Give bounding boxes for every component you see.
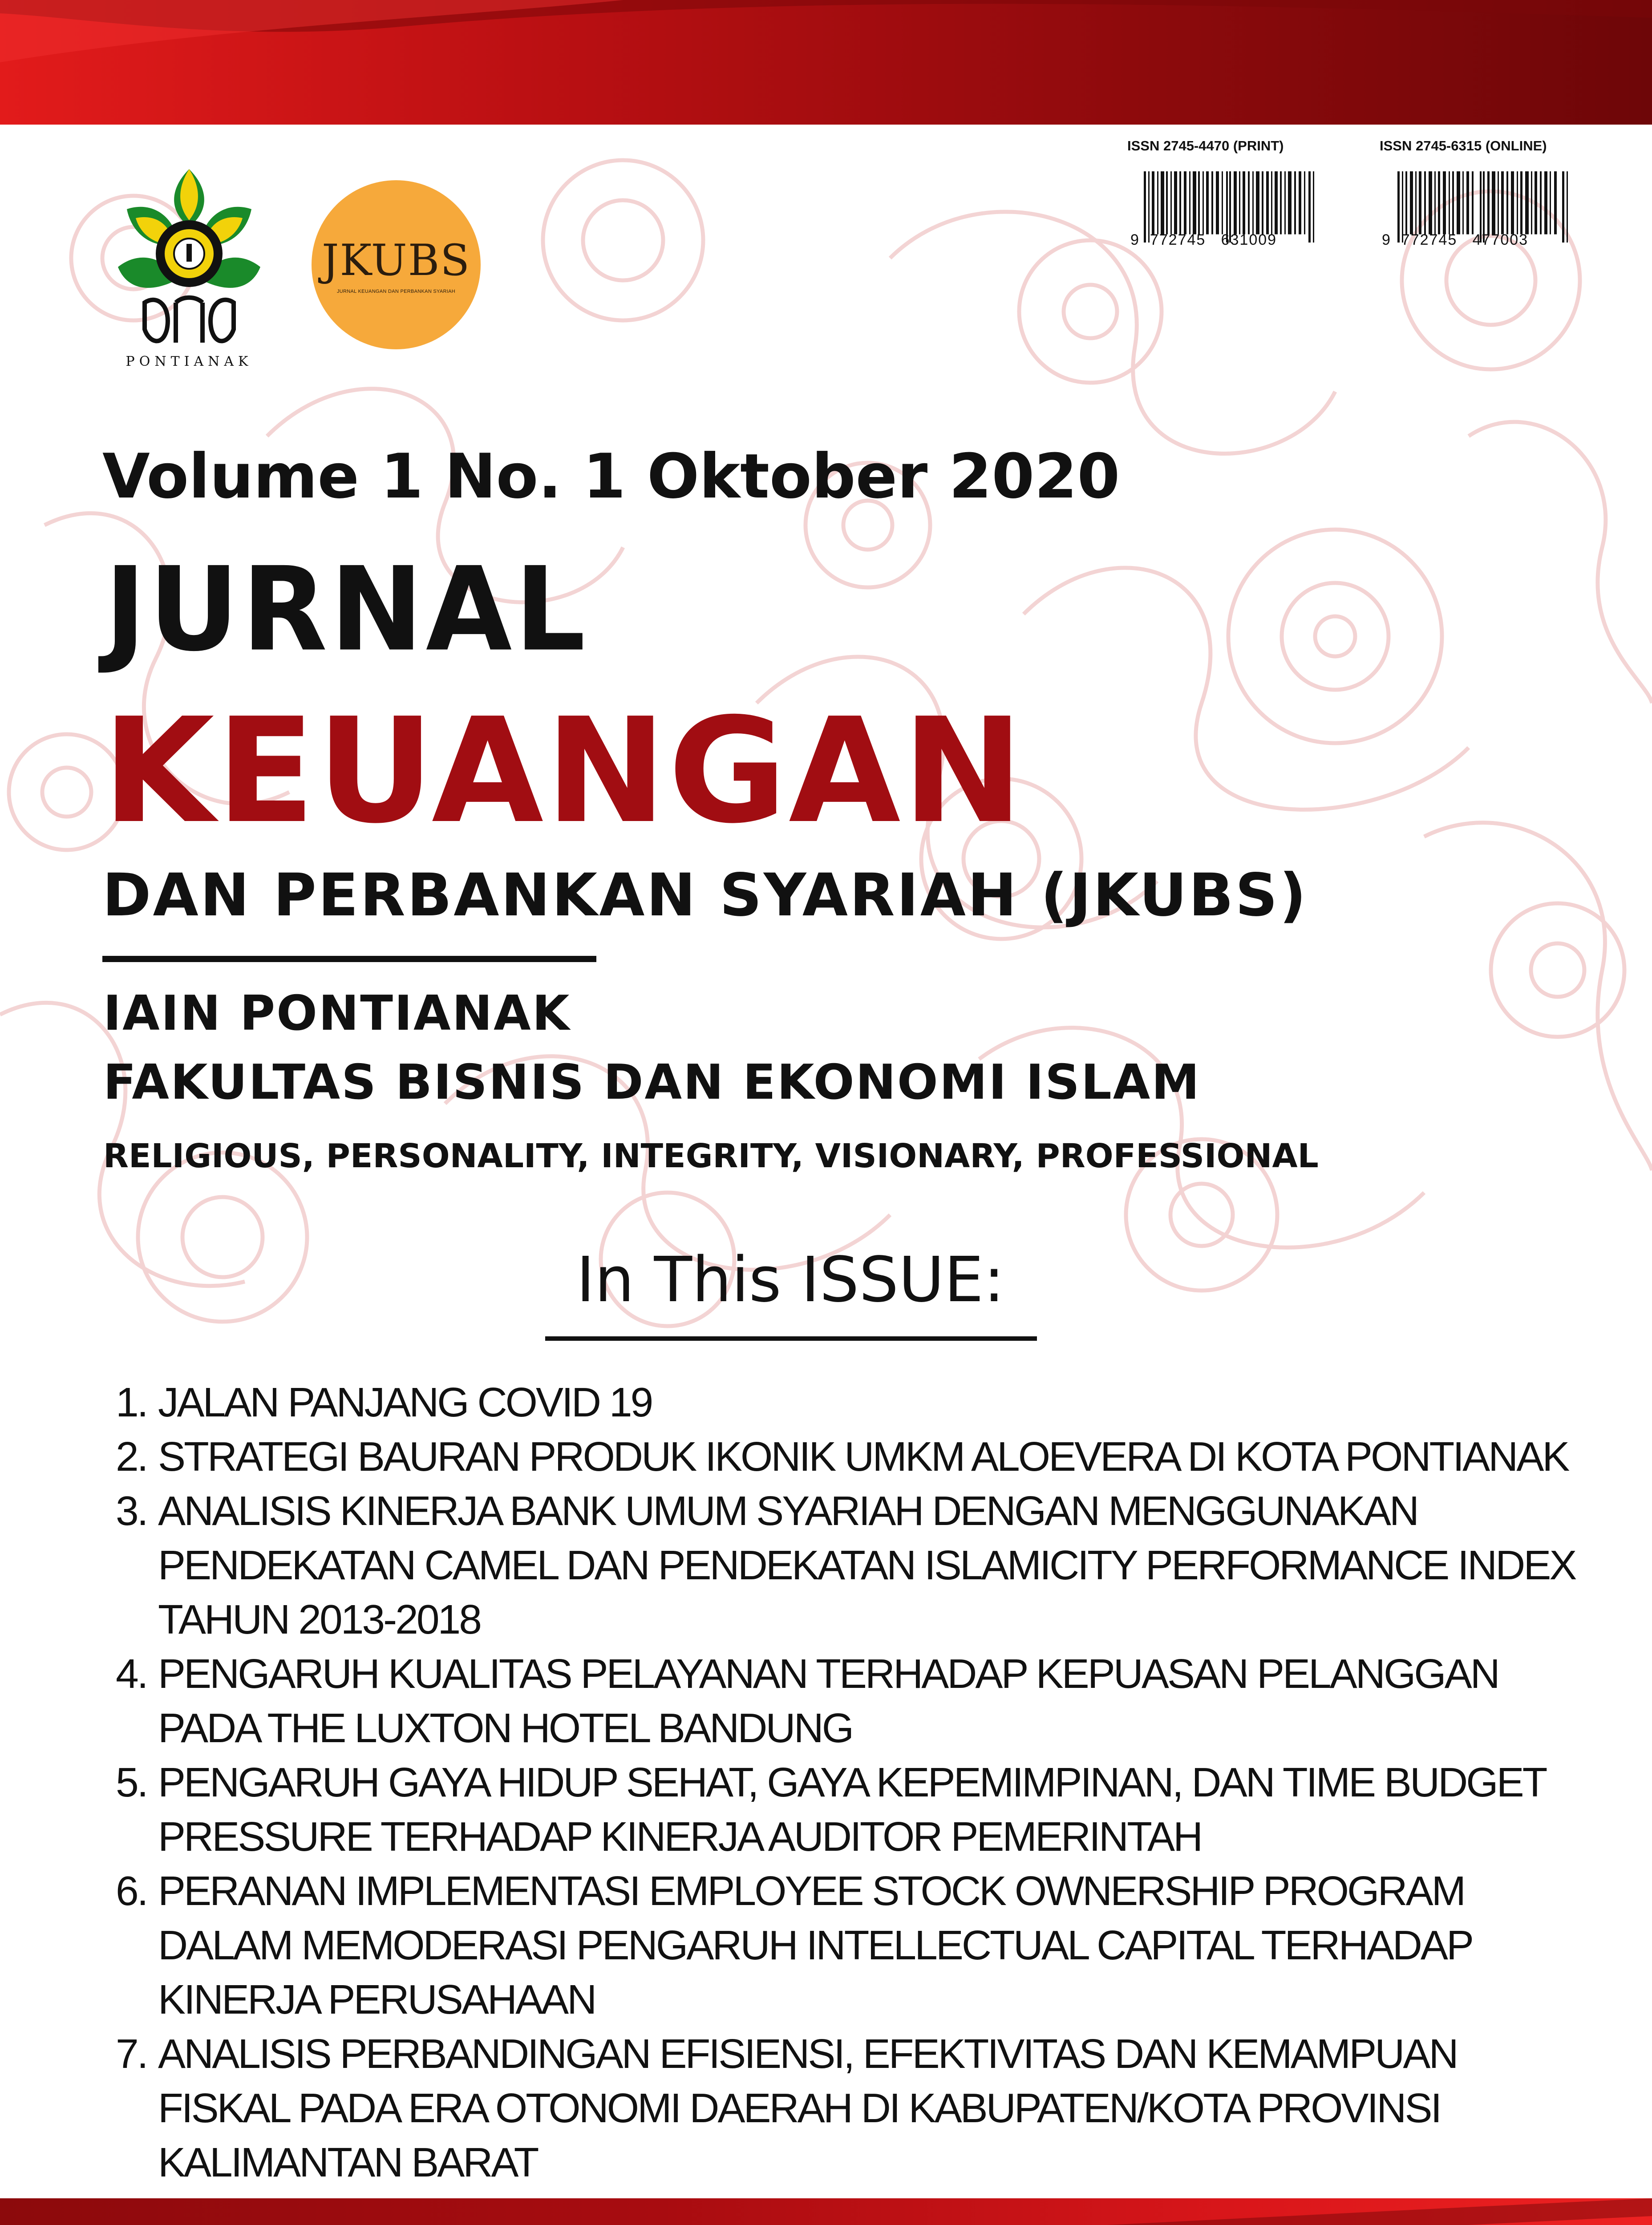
toc-item[interactable] xyxy=(116,1646,1584,1755)
title-subtitle: DAN PERBANKAN SYARIAH (JKUBS) xyxy=(102,861,1308,930)
faculty-name: FAKULTAS BISNIS DAN EKONOMI ISLAM xyxy=(103,1055,1201,1110)
toc-item[interactable] xyxy=(116,1429,1584,1484)
title-divider xyxy=(102,956,596,962)
title-keuangan: KEUANGAN xyxy=(102,687,1025,855)
issn-online-label: ISSN 2745-6315 (ONLINE) xyxy=(1380,138,1547,154)
iain-pontianak-logo xyxy=(100,160,278,374)
toc-item-number: 7. xyxy=(116,2031,147,2077)
toc-item-number: 2. xyxy=(116,1433,147,1480)
bottom-wave-ornament xyxy=(0,2198,1652,2225)
jkubs-logo xyxy=(312,180,481,349)
toc-item-number: 3. xyxy=(116,1488,147,1534)
toc-item[interactable] xyxy=(116,1375,1584,1429)
toc-item-title: PENGARUH KUALITAS PELAYANAN TERHADAP KEPUASAN PELANGGAN PADA THE LUXTON HOTEL BANDUNG xyxy=(158,1651,1498,1751)
toc-item[interactable] xyxy=(116,2027,1584,2189)
issue-heading-underline xyxy=(545,1336,1037,1341)
toc-item[interactable] xyxy=(116,1755,1584,1864)
jkubs-logo-title: JKUBS xyxy=(322,235,470,285)
institution-motto: RELIGIOUS, PERSONALITY, INTEGRITY, VISIONARY, PROFESSIONAL xyxy=(103,1137,1319,1175)
toc-item-title: ANALISIS PERBANDINGAN EFISIENSI, EFEKTIVITAS DAN KEMAMPUAN FISKAL PADA ERA OTONOMI DAERAH DI KABUPATEN/KOTA PROVINSI KALIMANTAN BARAT xyxy=(158,2031,1457,2185)
top-wave-ornament xyxy=(0,0,1652,125)
jkubs-logo-subtitle: JURNAL KEUANGAN DAN PERBANKAN SYARIAH xyxy=(337,289,455,294)
volume-issue-line: Volume 1 No. 1 Oktober 2020 xyxy=(102,441,1120,512)
table-of-contents xyxy=(116,1375,1584,2189)
toc-item-title: PENGARUH GAYA HIDUP SEHAT, GAYA KEPEMIMPINAN, DAN TIME BUDGET PRESSURE TERHADAP KINERJA AUDITOR PEMERINTAH xyxy=(158,1759,1545,1860)
print-barcode-digits: 9 772745 631009 xyxy=(1130,231,1277,248)
online-barcode-digits: 9 772745 477003 xyxy=(1382,231,1529,248)
toc-item[interactable] xyxy=(116,1864,1584,2027)
toc-item-number: 6. xyxy=(116,1868,147,1914)
toc-item-number: 5. xyxy=(116,1759,147,1805)
toc-item-title: ANALISIS KINERJA BANK UMUM SYARIAH DENGAN MENGGUNAKAN PENDEKATAN CAMEL DAN PENDEKATAN ISLAMICITY PERFORMANCE INDEX TAHUN 2013-2018 xyxy=(158,1488,1575,1642)
iain-ring-text: PONTIANAK xyxy=(126,354,253,369)
title-jurnal: JURNAL xyxy=(105,542,588,677)
issn-print-label: ISSN 2745-4470 (PRINT) xyxy=(1127,138,1284,154)
toc-item-number: 4. xyxy=(116,1651,147,1697)
toc-item-title: JALAN PANJANG COVID 19 xyxy=(158,1379,652,1425)
toc-item[interactable] xyxy=(116,1484,1584,1646)
issue-heading: In This ISSUE: xyxy=(576,1244,1005,1316)
toc-item-number: 1. xyxy=(116,1379,147,1425)
toc-item-title: STRATEGI BAURAN PRODUK IKONIK UMKM ALOEVERA DI KOTA PONTIANAK xyxy=(158,1433,1568,1480)
toc-item-title: PERANAN IMPLEMENTASI EMPLOYEE STOCK OWNERSHIP PROGRAM DALAM MEMODERASI PENGARUH INTELLECTUAL CAPITAL TERHADAP KINERJA PERUSAHAAN xyxy=(158,1868,1472,2023)
institution-name: IAIN PONTIANAK xyxy=(103,986,571,1041)
